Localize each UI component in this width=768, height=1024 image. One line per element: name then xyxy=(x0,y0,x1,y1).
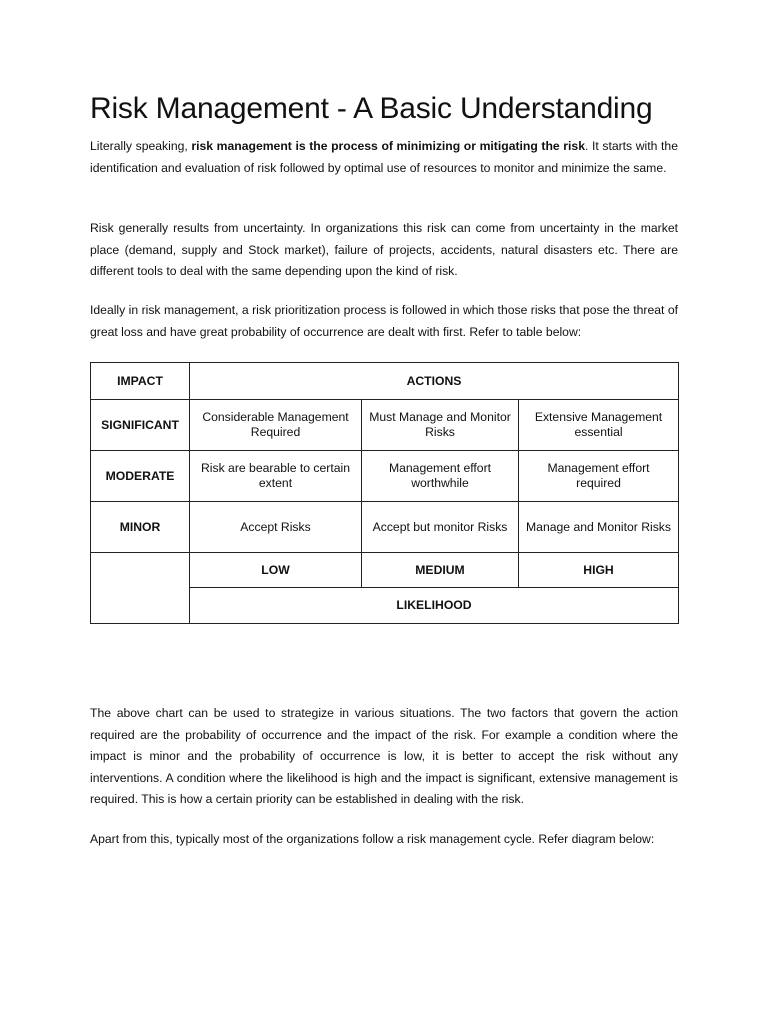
action-cell: Management effort required xyxy=(519,451,679,502)
page-title: Risk Management - A Basic Understanding xyxy=(90,92,653,125)
cycle-intro-paragraph: Apart from this, typically most of the organizations follow a risk management cycle. Refer diagram below: xyxy=(90,832,655,846)
action-cell: Risk are bearable to certain extent xyxy=(190,451,362,502)
table-row xyxy=(91,502,679,553)
impact-label: MINOR xyxy=(91,502,190,553)
intro-paragraph xyxy=(90,136,678,179)
intro-tail: . It starts with the identification and evaluation of risk followed by optimal use of resources to monitor and minimize the same. xyxy=(90,139,678,175)
likelihood-low: LOW xyxy=(190,553,362,588)
uncertainty-paragraph: Risk generally results from uncertainty. In organizations this risk can come from uncertainty in the market place (demand, supply and Stock market), failure of projects, accidents, natural disasters etc. There are different tools to deal with the same depending upon the kind of risk. xyxy=(90,221,678,278)
action-cell: Manage and Monitor Risks xyxy=(519,502,679,553)
action-cell: Considerable Management Required xyxy=(190,400,362,451)
table-row xyxy=(91,400,679,451)
action-cell: Accept but monitor Risks xyxy=(362,502,519,553)
impact-label: MODERATE xyxy=(91,451,190,502)
empty-corner-cell xyxy=(91,553,190,624)
risk-matrix-table xyxy=(90,362,679,624)
intro-bold: risk management is the process of minimizing or mitigating the risk xyxy=(191,139,585,153)
likelihood-medium: MEDIUM xyxy=(362,553,519,588)
action-cell: Accept Risks xyxy=(190,502,362,553)
chart-explanation-paragraph: The above chart can be used to strategize in various situations. The two factors that govern the action required are the probability of occurrence and the impact of the risk. For example a condition where the impact is minor and the probability of occurrence is low, it is better to accept the risk without any interventions. A condition where the likelihood is high and the impact is significant, extensive management is required. This is how a certain priority can be established in dealing with the risk. xyxy=(90,706,678,806)
likelihood-header: LIKELIHOOD xyxy=(190,588,679,624)
likelihood-levels-row xyxy=(91,553,679,588)
action-cell: Must Manage and Monitor Risks xyxy=(362,400,519,451)
likelihood-high: HIGH xyxy=(519,553,679,588)
prioritization-paragraph: Ideally in risk management, a risk prioritization process is followed in which those risks that pose the threat of great loss and have great probability of occurrence are dealt with first. Refer to table below: xyxy=(90,303,678,339)
table-row xyxy=(91,451,679,502)
actions-header: ACTIONS xyxy=(190,363,679,400)
action-cell: Management effort worthwhile xyxy=(362,451,519,502)
table-header-row xyxy=(91,363,679,400)
impact-header: IMPACT xyxy=(91,363,190,400)
action-cell: Extensive Management essential xyxy=(519,400,679,451)
intro-lead: Literally speaking, xyxy=(90,139,192,153)
impact-label: SIGNIFICANT xyxy=(91,400,190,451)
